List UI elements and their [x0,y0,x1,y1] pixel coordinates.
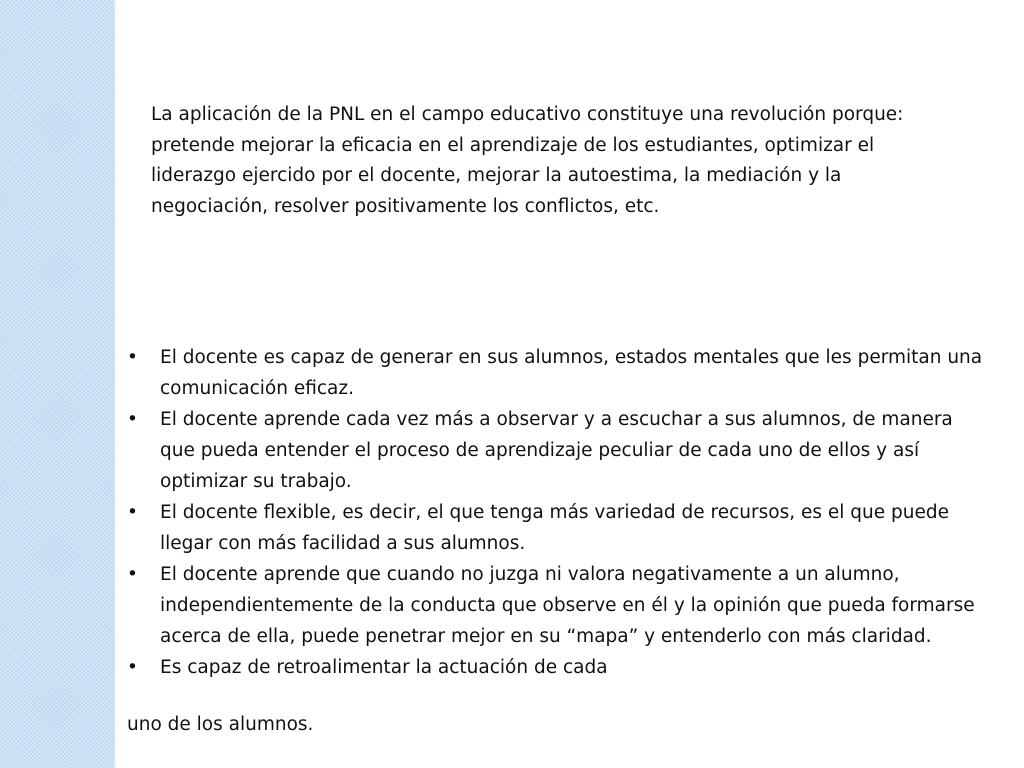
bullet-text: El docente aprende cada vez más a observar y a escuchar a sus alumnos, de manera que pueda entender el proceso de aprendizaje peculiar de cada uno de ellos y así optimizar su trabajo. [160,409,953,492]
decorative-side-band [0,0,113,768]
bullet-text: El docente es capaz de generar en sus alumnos, estados mentales que les permitan una comunicación eficaz. [160,347,983,399]
bullet-item [127,497,987,559]
bullet-text: El docente aprende que cuando no juzga ni valora negativamente a un alumno, independientemente de la conducta que observe en él y la opinión que pueda formarse acerca de ella, puede penetrar mejor en su “mapa” y entenderlo con más claridad. [160,564,975,647]
bullet-list [127,342,987,683]
bullet-icon: • [127,564,138,585]
bullet-text: El docente flexible, es decir, el que tenga más variedad de recursos, es el que puede llegar con más facilidad a sus alumnos. [160,502,949,554]
intro-paragraph [151,100,951,222]
bullet-text: Es capaz de retroalimentar la actuación de cada [160,657,608,678]
bullet-icon: • [127,347,138,368]
bullet-item [127,404,987,497]
intro-line-2: pretende mejorar la eficacia en el aprendizaje de los estudiantes, optimizar el liderazgo ejercido por el docente, mejorar la autoestima, la mediación y la negociación, resolver positivamente los conflictos, etc. [151,134,875,217]
bullet-item [127,652,987,683]
bullet-item [127,342,987,404]
bullet-icon: • [127,657,138,678]
trailing-text: uno de los alumnos. [127,714,314,735]
bullet-icon: • [127,502,138,523]
bullet-icon: • [127,409,138,430]
intro-line-1: La aplicación de la PNL en el campo educativo constituye una revolución porque: [151,104,904,125]
bullet-item [127,559,987,652]
